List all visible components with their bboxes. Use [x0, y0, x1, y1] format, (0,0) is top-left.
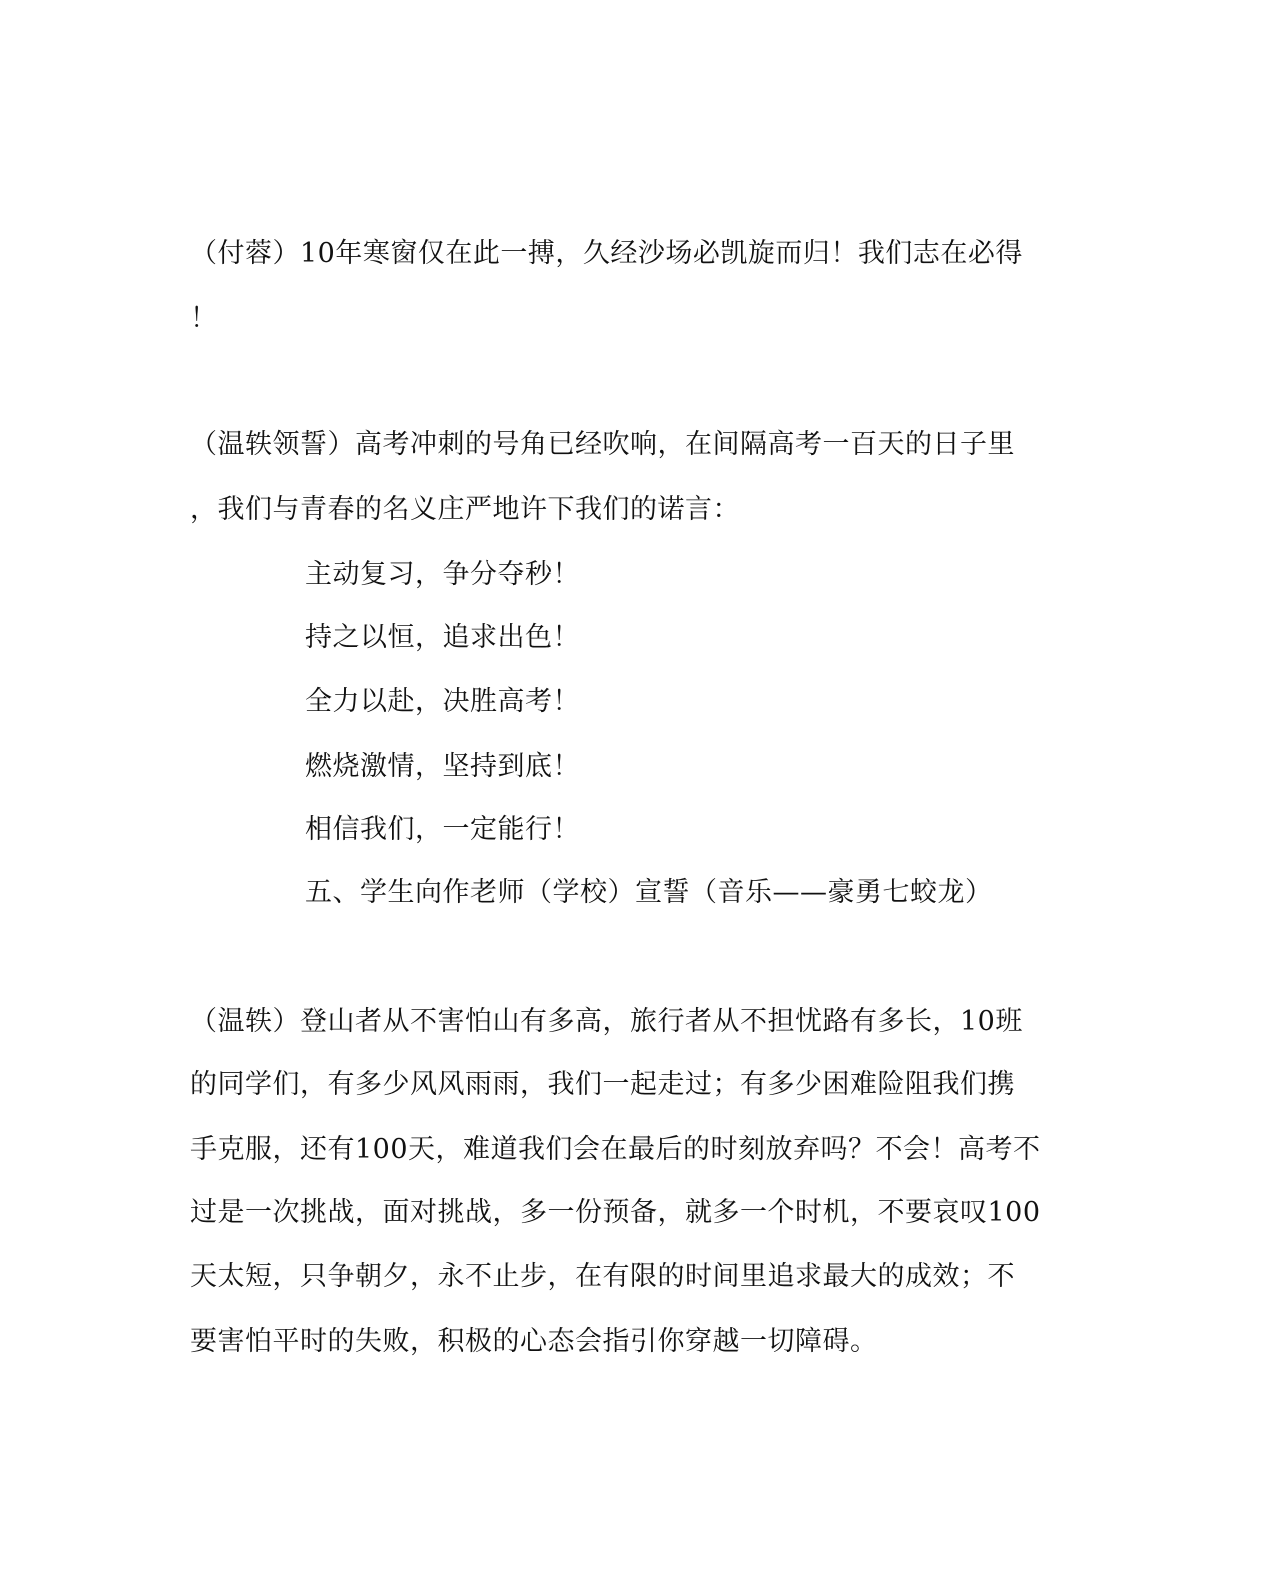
paragraph-line: 手克服，还有100天，难道我们会在最后的时刻放弃吗？不会！高考不	[190, 1134, 1041, 1165]
paragraph-line: （付蓉）10年寒窗仅在此一搏，久经沙场必凯旋而归！我们志在必得	[190, 238, 1023, 269]
oath-line: 持之以恒，追求出色！	[305, 622, 580, 653]
paragraph-line: 天太短，只争朝夕，永不止步，在有限的时间里追求最大的成效；不	[190, 1261, 1015, 1292]
paragraph-line: ，我们与青春的名义庄严地许下我们的诺言：	[190, 494, 740, 525]
paragraph-line: （温轶）登山者从不害怕山有多高，旅行者从不担忧路有多长，10班	[190, 1006, 1023, 1037]
oath-line: 全力以赴，决胜高考！	[305, 686, 580, 717]
oath-line: 燃烧激情，坚持到底！	[305, 751, 580, 782]
paragraph-line: ！	[190, 303, 218, 334]
paragraph-line: 要害怕平时的失败，积极的心态会指引你穿越一切障碍。	[190, 1326, 878, 1357]
paragraph-line: 过是一次挑战，面对挑战，多一份预备，就多一个时机，不要哀叹100	[190, 1197, 1041, 1228]
oath-line: 主动复习，争分夺秒！	[305, 559, 580, 590]
paragraph-line: 的同学们，有多少风风雨雨，我们一起走过；有多少困难险阻我们携	[190, 1069, 1015, 1100]
paragraph-line: （温轶领誓）高考冲刺的号角已经吹响，在间隔高考一百天的日子里	[190, 429, 1015, 460]
oath-line: 相信我们，一定能行！	[305, 814, 580, 845]
section-heading: 五、学生向作老师（学校）宣誓（音乐——豪勇七蛟龙）	[305, 877, 993, 908]
